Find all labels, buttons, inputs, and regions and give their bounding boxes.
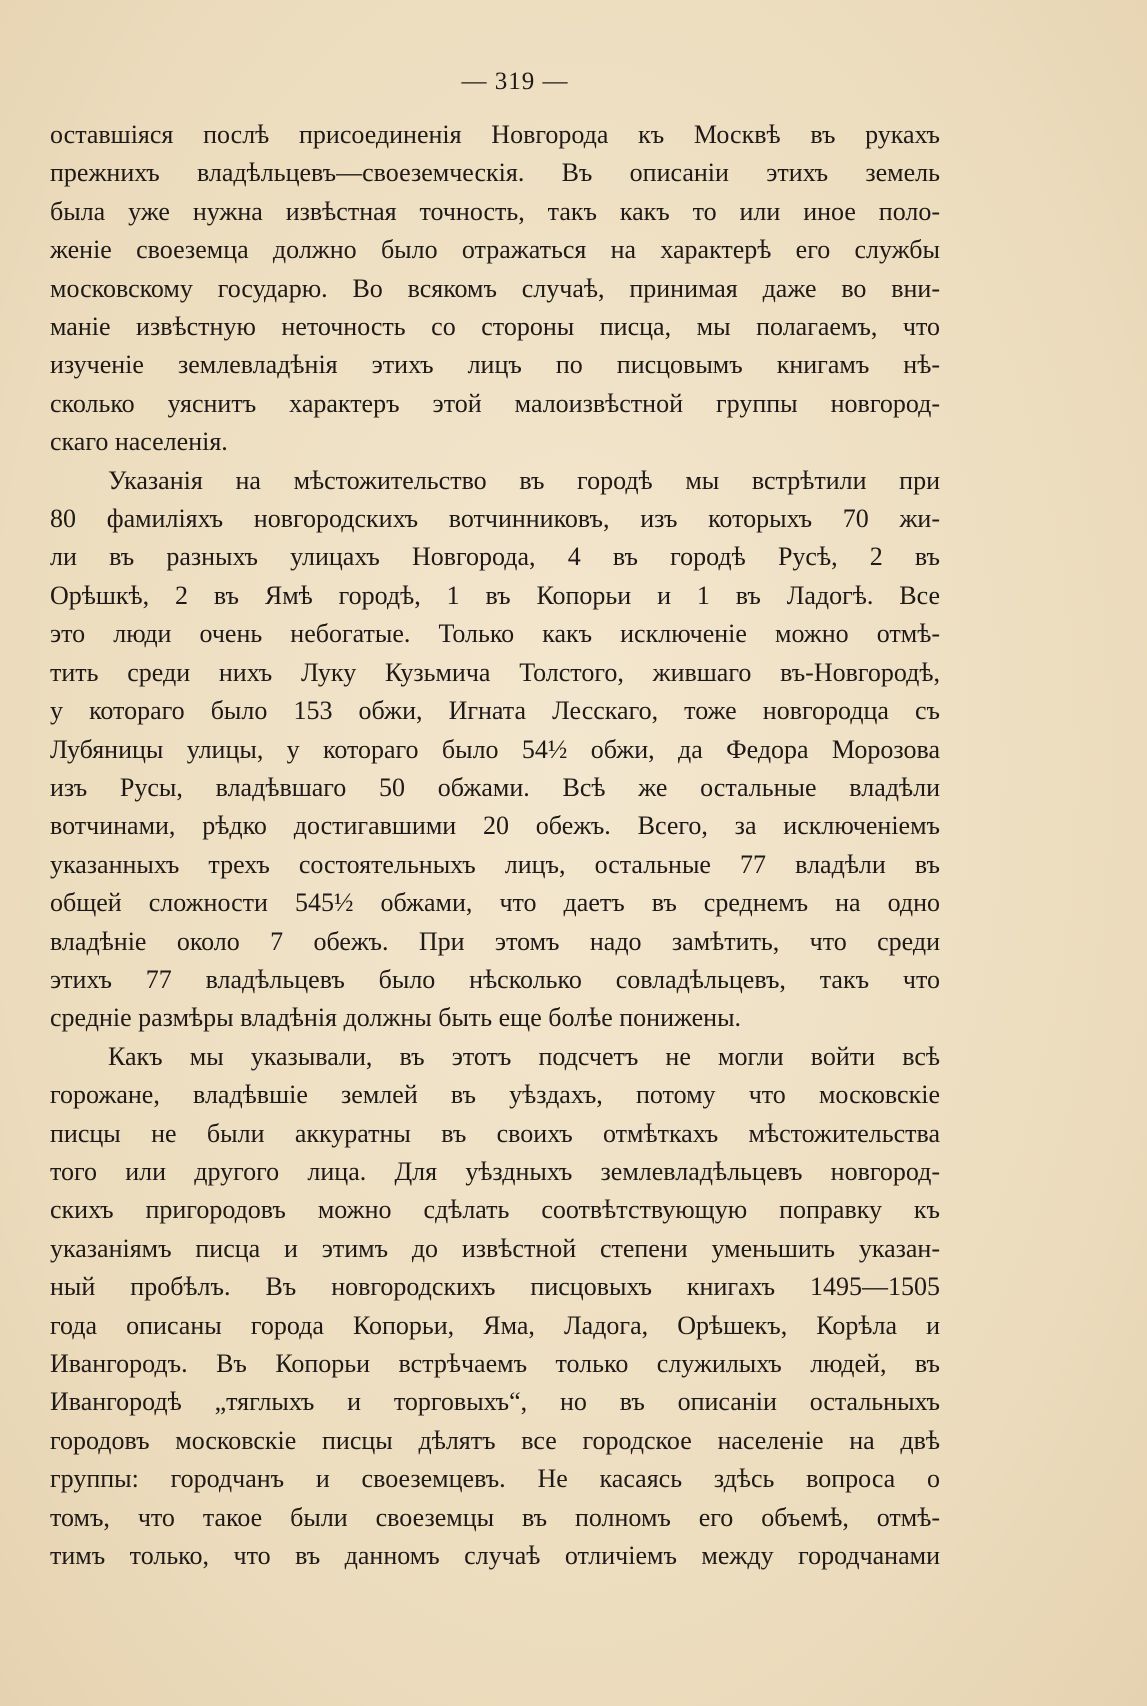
text-line: изученіе землевладѣнія этихъ лицъ по писцовымъ книгамъ нѣ-	[50, 350, 940, 380]
text-line: московскому государю. Во всякомъ случаѣ, принимая даже во вни-	[50, 273, 940, 303]
text-line: писцы не были аккуратны въ своихъ отмѣткахъ мѣстожительства	[50, 1118, 940, 1148]
paragraph-1	[50, 116, 940, 462]
text-line: томъ, что такое были своеземцы въ полномъ его объемѣ, отмѣ-	[50, 1502, 940, 1532]
text-line: вотчинами, рѣдко достигавшими 20 обежъ. Всего, за исключеніемъ	[50, 811, 940, 841]
document-page	[50, 62, 940, 1575]
text-line: Лубяницы улицы, у котораго было 54½ обжи, да Федора Морозова	[50, 734, 940, 764]
text-line: женіе своеземца должно было отражаться на характерѣ его службы	[50, 235, 940, 265]
text-line: года описаны города Копорьи, Яма, Ладога, Орѣшекъ, Корѣла и	[50, 1310, 940, 1340]
text-line: сколько уяснитъ характеръ этой малоизвѣстной группы новгород-	[50, 388, 940, 418]
text-line: того или другого лица. Для уѣздныхъ землевладѣльцевъ новгород-	[50, 1156, 940, 1186]
text-line: средніе размѣры владѣнія должны быть еще болѣе понижены.	[50, 1003, 742, 1033]
text-line: у котораго было 153 обжи, Игната Лесскаго, тоже новгородца съ	[50, 696, 940, 726]
text-line: городовъ московскіе писцы дѣлятъ все городское населеніе на двѣ	[50, 1425, 940, 1455]
text-line: изъ Русы, владѣвшаго 50 обжами. Всѣ же остальные владѣли	[50, 772, 940, 802]
paragraph-3	[50, 1038, 940, 1576]
text-line: этихъ 77 владѣльцевъ было нѣсколько совладѣльцевъ, такъ что	[50, 964, 940, 994]
text-line: ли въ разныхъ улицахъ Новгорода, 4 въ городѣ Русѣ, 2 въ	[50, 542, 940, 572]
text-line: скихъ пригородовъ можно сдѣлать соотвѣтствующую поправку къ	[50, 1195, 940, 1225]
text-line: Указанія на мѣстожительство въ городѣ мы встрѣтили при	[108, 465, 940, 495]
text-line: была уже нужна извѣстная точность, такъ какъ то или иное поло-	[50, 196, 940, 226]
text-line: указаніямъ писца и этимъ до извѣстной степени уменьшить указан-	[50, 1233, 940, 1263]
text-line: ный пробѣлъ. Въ новгородскихъ писцовыхъ книгахъ 1495—1505	[50, 1272, 940, 1302]
text-line: указанныхъ трехъ состоятельныхъ лицъ, остальные 77 владѣли въ	[50, 849, 940, 879]
text-line: тимъ только, что въ данномъ случаѣ отличіемъ между городчанами	[50, 1541, 940, 1571]
text-line: это люди очень небогатые. Только какъ исключеніе можно отмѣ-	[50, 619, 940, 649]
text-line: оставшіяся послѣ присоединенія Новгорода къ Москвѣ въ рукахъ	[50, 120, 940, 149]
text-line: общей сложности 545½ обжами, что даетъ въ среднемъ на одно	[50, 888, 940, 918]
paragraph-2	[50, 462, 940, 1038]
page-number: — 319 —	[461, 68, 569, 95]
text-line: владѣніе около 7 обежъ. При этомъ надо замѣтить, что среди	[50, 926, 940, 956]
text-line: тить среди нихъ Луку Кузьмича Толстого, жившаго въ-Новгородѣ,	[50, 657, 940, 687]
text-line: прежнихъ владѣльцевъ—своеземческія. Въ описаніи этихъ земель	[50, 158, 940, 188]
text-line: группы: городчанъ и своеземцевъ. Не касаясь здѣсь вопроса о	[50, 1464, 940, 1494]
text-line: 80 фамиліяхъ новгородскихъ вотчинниковъ, изъ которыхъ 70 жи-	[50, 504, 940, 534]
text-line: Ивангородъ. Въ Копорьи встрѣчаемъ только служилыхъ людей, въ	[50, 1349, 940, 1378]
text-line: Какъ мы указывали, въ этотъ подсчетъ не могли войти всѣ	[108, 1041, 940, 1071]
text-line: Ивангородѣ „тяглыхъ и торговыхъ“, но въ описаніи остальныхъ	[50, 1387, 940, 1417]
text-line: скаго населенія.	[50, 427, 228, 457]
text-line: маніе извѣстную неточность со стороны писца, мы полагаемъ, что	[50, 312, 940, 342]
text-line: Орѣшкѣ, 2 въ Ямѣ городѣ, 1 въ Копорьи и 1 въ Ладогѣ. Все	[50, 580, 940, 610]
text-line: горожане, владѣвшіе землей въ уѣздахъ, потому что московскіе	[50, 1080, 940, 1110]
